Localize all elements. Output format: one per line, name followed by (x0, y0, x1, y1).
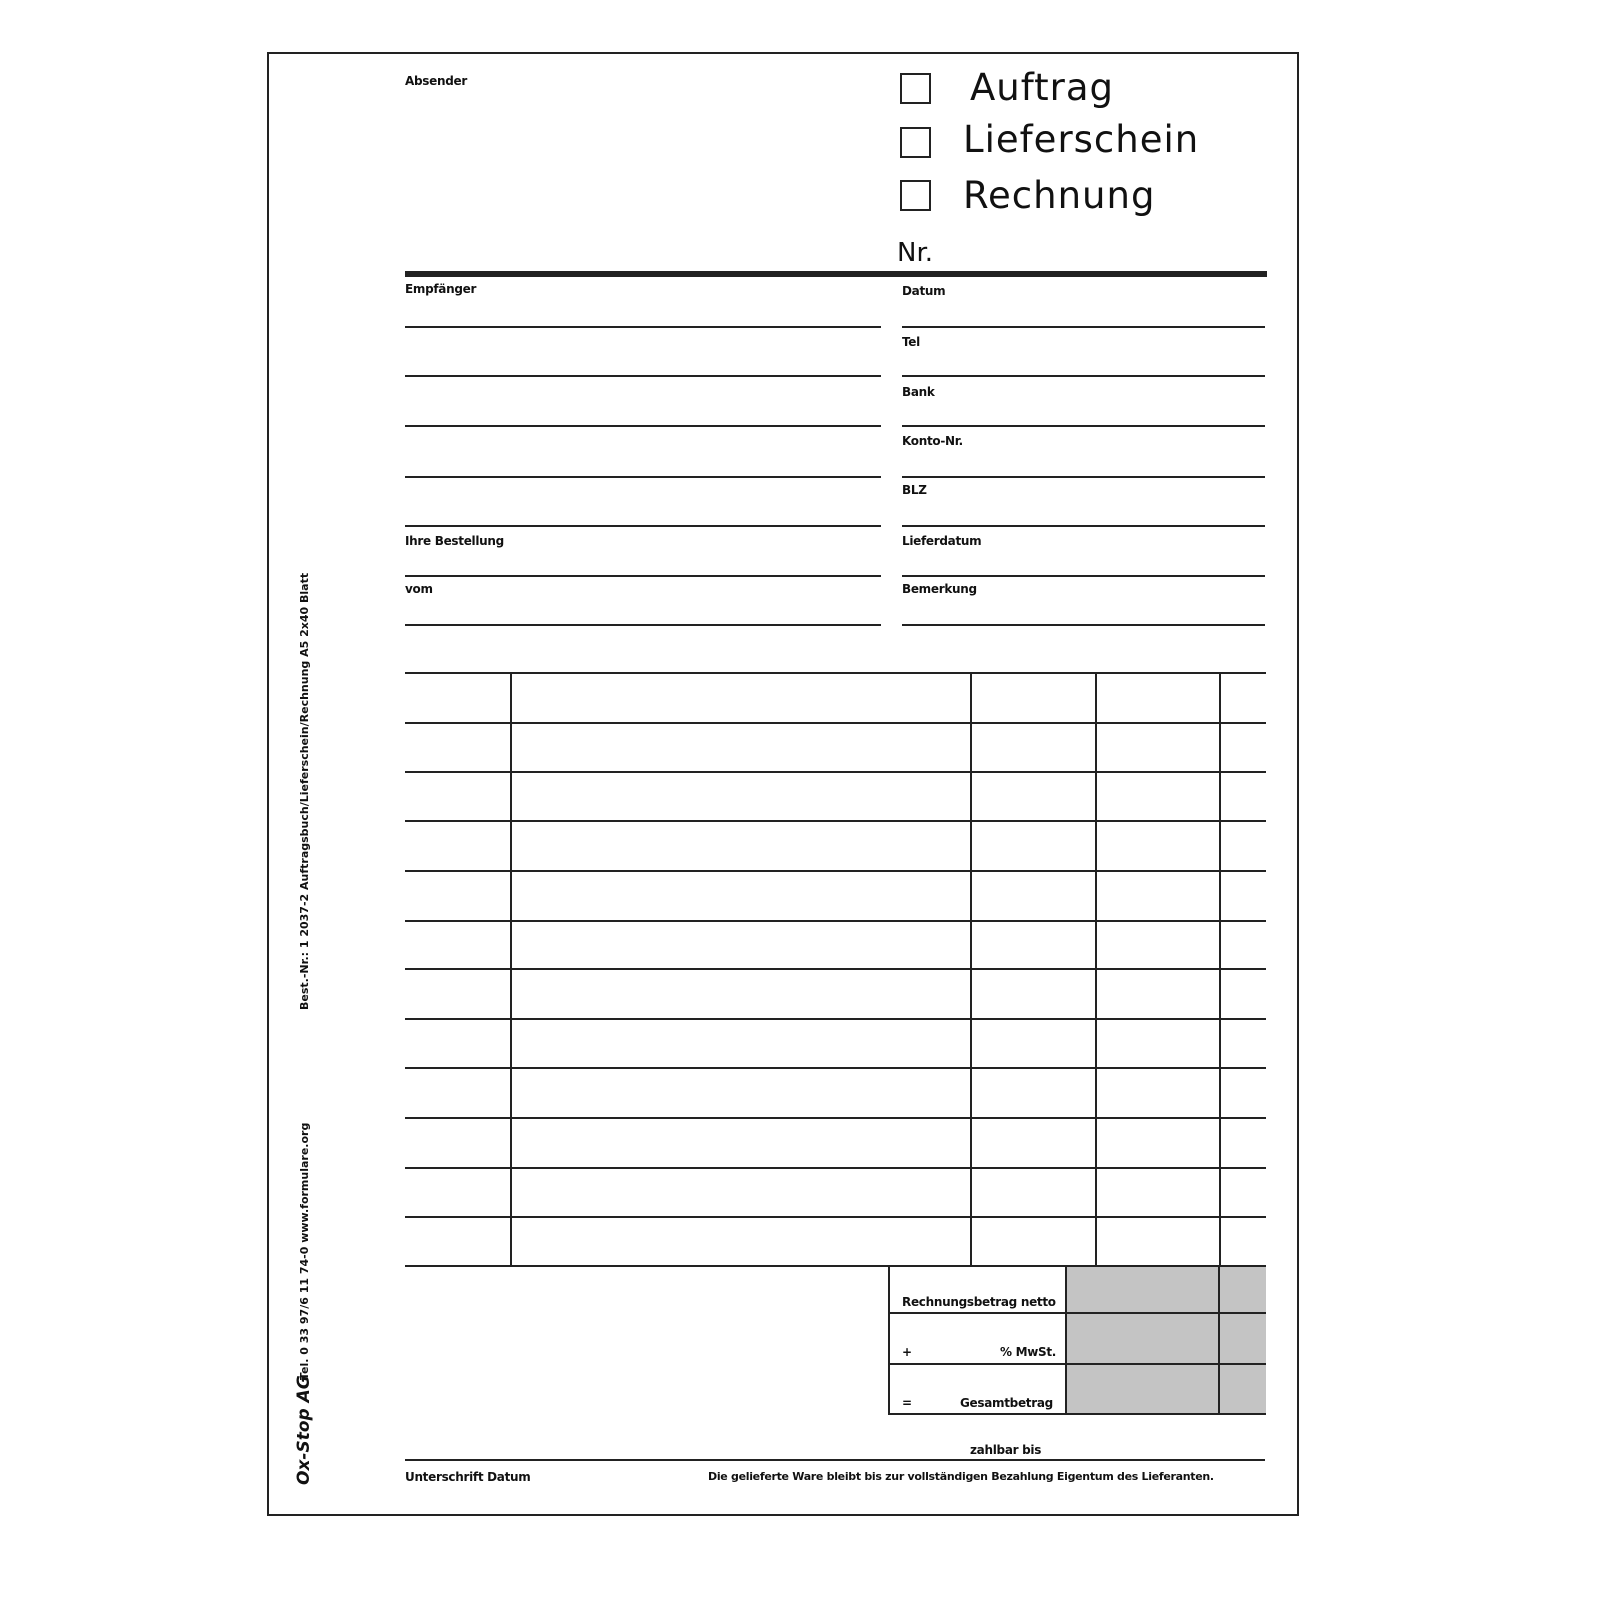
bank-label: Bank (902, 385, 935, 399)
account-label: Konto-Nr. (902, 434, 963, 448)
net-label: Rechnungsbetrag netto (902, 1295, 1056, 1309)
field-line (405, 425, 881, 427)
field-line (405, 326, 881, 328)
payable-label: zahlbar bis (970, 1443, 1042, 1457)
field-line (902, 375, 1265, 377)
field-line (902, 326, 1265, 328)
checkbox-rechnung[interactable] (900, 180, 931, 211)
from-label: vom (405, 582, 433, 596)
option-auftrag: Auftrag (970, 66, 1115, 109)
table-row-line (405, 722, 1266, 724)
checkbox-auftrag[interactable] (900, 73, 931, 104)
date-label: Datum (902, 284, 946, 298)
total-sign: = (902, 1396, 912, 1410)
table-column-line (510, 672, 512, 1266)
field-line (902, 476, 1265, 478)
table-row-line (405, 672, 1266, 674)
option-lieferschein: Lieferschein (963, 118, 1200, 161)
signature-label: Unterschrift Datum (405, 1470, 531, 1484)
remark-label: Bemerkung (902, 582, 977, 596)
vat-label: % MwSt. (1000, 1345, 1057, 1359)
table-row-line (405, 968, 1266, 970)
field-line (405, 575, 881, 577)
field-line (902, 425, 1265, 427)
recipient-label: Empfänger (405, 282, 477, 296)
table-row-line (405, 820, 1266, 822)
checkbox-lieferschein[interactable] (900, 127, 931, 158)
table-row-line (405, 1216, 1266, 1218)
phone-label: Tel (902, 335, 920, 349)
field-line (902, 525, 1265, 527)
blz-label: BLZ (902, 483, 927, 497)
totals-value-area[interactable] (1066, 1267, 1266, 1414)
table-row-line (405, 1167, 1266, 1169)
total-label: Gesamtbetrag (960, 1396, 1053, 1410)
field-line (405, 624, 881, 626)
table-column-line (970, 672, 972, 1266)
table-row-line (405, 870, 1266, 872)
order-label: Ihre Bestellung (405, 534, 504, 548)
ownership-note: Die gelieferte Ware bleibt bis zur vollständigen Bezahlung Eigentum des Lieferanten. (708, 1470, 1214, 1483)
number-label: Nr. (897, 238, 934, 268)
contact-info: Tel. 0 33 97/6 11 74-0 www.formulare.org (298, 1122, 311, 1380)
table-row-line (405, 1067, 1266, 1069)
table-row-line (405, 771, 1266, 773)
table-column-line (1095, 672, 1097, 1266)
table-row-line (405, 920, 1266, 922)
table-row-line (405, 1117, 1266, 1119)
field-line (405, 476, 881, 478)
option-rechnung: Rechnung (963, 174, 1156, 217)
brand-logo: Ox-Stop AG (294, 1375, 314, 1485)
field-line (405, 525, 881, 527)
vat-sign: + (902, 1345, 912, 1359)
table-row-line (405, 1018, 1266, 1020)
field-line (902, 575, 1265, 577)
field-line (902, 624, 1265, 626)
field-line (405, 375, 881, 377)
order-info: Best.-Nr.: 1 2037-2 Auftragsbuch/Lieferschein/Rechnung A5 2x40 Blatt (298, 572, 311, 1010)
header-divider (405, 271, 1267, 277)
sender-label: Absender (405, 74, 467, 88)
table-column-line (1219, 672, 1221, 1266)
delivery-date-label: Lieferdatum (902, 534, 982, 548)
